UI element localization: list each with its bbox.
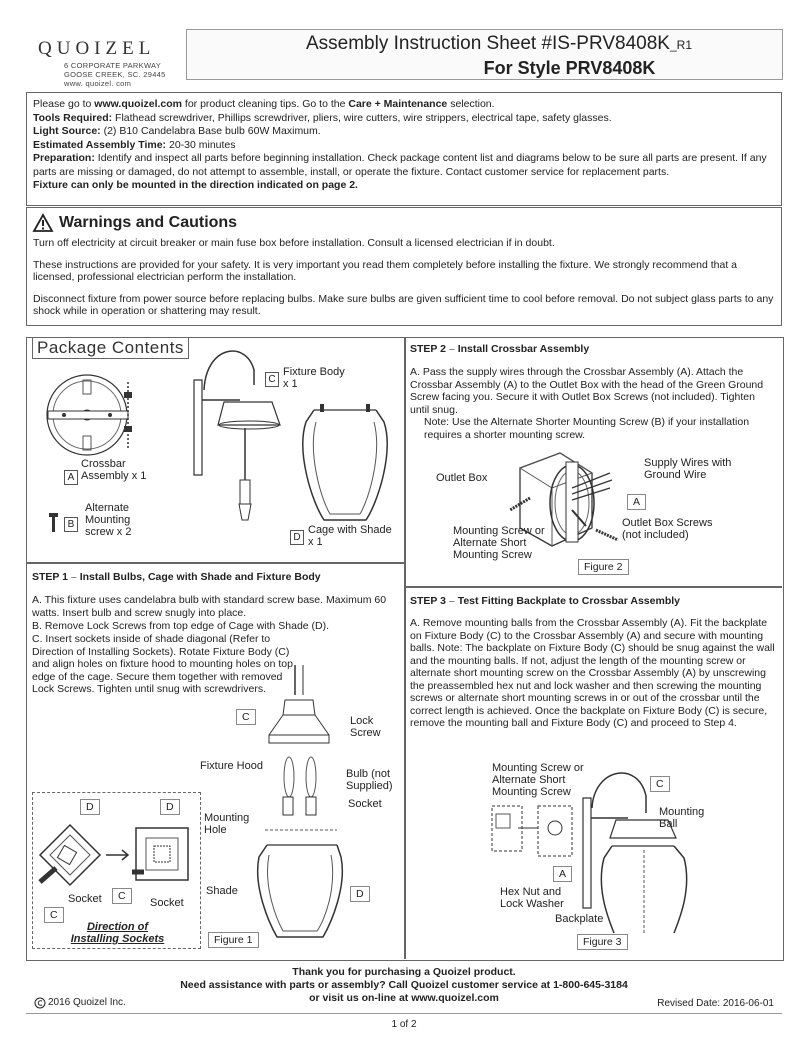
part-d-label: Cage with Shade x 1 (308, 524, 392, 548)
brand-logo: QUOIZEL (38, 38, 156, 59)
fig2-outlet-screws: Outlet Box Screws (not included) (622, 517, 713, 541)
warning-triangle-icon (33, 214, 53, 232)
address-line1: 6 CORPORATE PARKWAY (64, 61, 162, 70)
fig3-tag-c: C (650, 776, 670, 792)
warning-p3: Disconnect fixture from power source before replacing bulbs. Make sure bulbs are given sufficient time to cool before removal. Do not subject glass parts to any shock while in operation or shattering may result. (33, 292, 774, 317)
part-d (290, 524, 398, 548)
figure2-caption: Figure 2 (578, 559, 629, 575)
warning-p2: These instructions are provided for your safety. It is very important you read them completely before installing the fixture. We strongly recommend that a licensed, professional electrician perform the installation. (33, 258, 738, 283)
inset-tag-c1: C (44, 907, 64, 923)
intro-box (26, 92, 782, 206)
inset-tag-c2: C (112, 888, 132, 904)
intro-line1: Please go to www.quoizel.com for product cleaning tips. Go to the Care + Maintenance selection. (33, 98, 495, 110)
part-a (64, 458, 151, 482)
inset-caption: Direction of Installing Sockets (70, 921, 165, 945)
tools-required: Tools Required: Flathead screwdriver, Phillips screwdriver, pliers, wire cutters, wire strippers, electrical tape, safety glasses. (33, 111, 612, 124)
assembly-time: Estimated Assembly Time: 20-30 minutes (33, 138, 236, 151)
figure1-caption: Figure 1 (208, 932, 259, 948)
step2-heading: STEP 2 – Install Crossbar Assembly (410, 343, 590, 355)
light-source: Light Source: (2) B10 Candelabra Base bulb 60W Maximum. (33, 125, 321, 137)
figure3-caption: Figure 3 (577, 934, 628, 950)
mounting-hardware-diagram (118, 378, 148, 453)
fig1-socket: Socket (348, 798, 382, 810)
fig1-tag-d: D (350, 886, 370, 902)
package-contents-title: Package Contents (32, 337, 189, 359)
left-divider (26, 562, 405, 564)
figure1-diagram (255, 665, 355, 945)
warning-p1: Turn off electricity at circuit breaker or main fuse box before installation. Consult a licensed electrician if in doubt. (33, 237, 555, 249)
sheet-title: Assembly Instruction Sheet #IS-PRV8408K_R1 (305, 33, 692, 54)
part-b-tag: B (64, 517, 78, 532)
fig1-lock-screw: Lock Screw (350, 715, 381, 739)
footer-rule (26, 1013, 782, 1014)
inset-tag-d1: D (80, 799, 100, 815)
footer-thanks: Thank you for purchasing a Quoizel product. (292, 966, 516, 978)
step2-note: Note: Use the Alternate Shorter Mounting Screw (B) if your installation requires a shorter mounting screw. (424, 416, 750, 441)
step3-body: A. Remove mounting balls from the Crossbar Assembly (A). Fit the backplate on Fixture Body (C) to the Crossbar Assembly (A) and secure with mounting balls. Note: The backplate on Fixture Body (C) should be snug against the wall and the mounting balls. If not, adjust the length of the mounting screw or alternate short mounting screw on the Crossbar Assembly (A) by unscrewing the preassembled hex nut and lock washer and then screwing the mounting screws or alternate short mounting screws in or out of the crossbar until the correct length is achieved. Once the backplate on Fixture Body (C) is secure, remove the mounting ball and Fixture Body (C) and proceed to Step 4. (410, 617, 775, 729)
fig3-backplate: Backplate (555, 913, 604, 925)
fig1-shade: Shade (206, 885, 238, 897)
address-line2: GOOSE CREEK, SC. 29445 (64, 70, 166, 79)
part-a-label: Crossbar Assembly x 1 (81, 458, 147, 482)
fig3-mounting-screw: Mounting Screw or Alternate Short Mounting Screw (492, 762, 584, 798)
step1-b: B. Remove Lock Screws from top edge of Cage with Shade (D). (32, 620, 330, 632)
title-box (186, 29, 783, 80)
step1-c: C. Insert sockets inside of shade diagonal (Refer to Direction of Installing Sockets). Rotate Fixture Body (C) and align holes on fixture hood to mounting holes on top edge of the cage. Secure them together with removed Lock Screws. Tighten until snug with screwdrivers. (32, 633, 293, 695)
fig3-hex-nut: Hex Nut and Lock Washer (500, 886, 564, 910)
step2-body: A. Pass the supply wires through the Crossbar Assembly (A). Attach the Crossbar Assembly (A) to the Outlet Box with the head of the Green Ground Screw facing you. Secure it with Outlet Box Screws (not included). Tighten until snug. (410, 366, 764, 416)
right-divider (404, 586, 782, 588)
fig1-mounting-hole: Mounting Hole (204, 812, 250, 836)
fig3-tag-a: A (553, 866, 572, 882)
part-c-label: Fixture Body x 1 (283, 366, 345, 390)
footer-assist: Need assistance with parts or assembly? Call Quoizel customer service at 1-800-645-3184 (180, 979, 628, 991)
warnings-heading: Warnings and Cautions (33, 214, 775, 232)
fig2-outlet-box: Outlet Box (436, 472, 488, 484)
part-c (265, 366, 353, 390)
step1-a: A. This fixture uses candelabra bulb with standard screw base. Maximum 60 watts. Insert bulb and screw snugly into place. (32, 594, 387, 619)
website: www. quoizel. com (64, 79, 132, 88)
inset-tag-d2: D (160, 799, 180, 815)
part-b (64, 502, 145, 538)
inset-socket1: Socket (68, 893, 102, 905)
preparation: Preparation: Identify and inspect all parts before beginning installation. Check package content list and diagrams below to be sure all parts are present. If any parts are missing or damaged, do not attempt to assemble, install, or operate the fixture. Contact customer service for replacement parts. (33, 152, 767, 178)
style-title: For Style PRV8408K (483, 58, 656, 78)
fig2-supply-wires: Supply Wires with Ground Wire (644, 457, 732, 481)
fig3-mounting-ball: Mounting Ball (659, 806, 705, 830)
revised-date: Revised Date: 2016-06-01 (657, 998, 774, 1009)
fig1-bulb: Bulb (not Supplied) (346, 768, 393, 792)
fig1-tag-c: C (236, 709, 256, 725)
direction-note: Fixture can only be mounted in the direction indicated on page 2. (33, 179, 358, 191)
inset-socket2: Socket (150, 897, 184, 909)
part-d-tag: D (290, 530, 304, 545)
fig1-fixture-hood: Fixture Hood (200, 760, 263, 772)
step1-heading: STEP 1 – Install Bulbs, Cage with Shade and Fixture Body (32, 571, 321, 583)
step3-heading: STEP 3 – Test Fitting Backplate to Crossbar Assembly (410, 595, 680, 607)
company-address (64, 61, 166, 88)
copyright-icon (34, 997, 46, 1009)
part-a-tag: A (64, 470, 78, 485)
copyright: 2016 Quoizel Inc. (34, 997, 126, 1009)
cage-shade-diagram (294, 402, 394, 527)
column-divider (404, 337, 406, 959)
footer-online: or visit us on-line at www.quoizel.com (309, 992, 499, 1004)
fig2-tag-a: A (627, 494, 646, 510)
fig2-mounting-screw: Mounting Screw or Alternate Short Mounting Screw (453, 525, 545, 561)
warnings-box (26, 207, 782, 326)
part-c-tag: C (265, 372, 279, 387)
page-number: 1 of 2 (391, 1019, 417, 1030)
screw-icon (48, 512, 60, 534)
website-link[interactable]: www.quoizel.com (94, 98, 182, 110)
part-b-label: Alternate Mounting screw x 2 (85, 502, 132, 538)
